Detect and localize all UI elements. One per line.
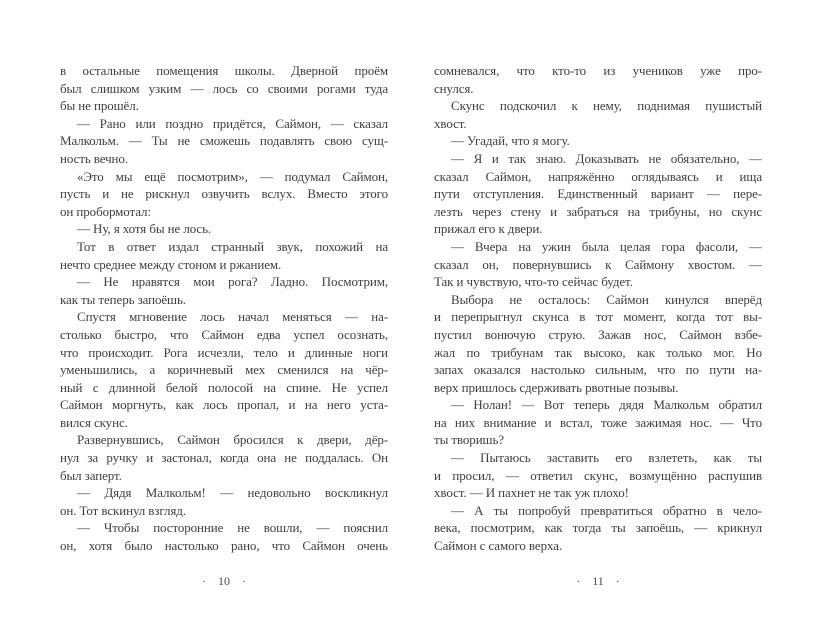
text-line: пути отступления. Единственный вариант — пере- [434, 186, 762, 202]
text-line: и просил, — ответил скунс, возмущённо распушив [434, 467, 762, 483]
text-line: он. Тот вскинул взгляд. [60, 502, 186, 518]
text-line: — Ну, я хотя бы не лось. [77, 221, 212, 237]
text-line: вился скунс. [60, 414, 128, 430]
text-line: Выбора не осталось: Саймон кинулся вперёд [451, 291, 762, 307]
text-line: Спустя мгновение лось начал меняться — на- [77, 309, 388, 325]
text-line: ты творишь? [434, 432, 504, 448]
text-line: Малкольм. — Ты не сможешь подавлять свою сущ- [60, 133, 388, 149]
text-line: сомневался, что кто-то из учеников уже про- [434, 63, 762, 78]
text-line: — Угадай, что я могу. [451, 133, 570, 149]
text-line: Развернувшись, Саймон бросился к двери, дёр- [77, 432, 388, 448]
text-line: Тот в ответ издал странный звук, похожий на [77, 238, 388, 254]
text-line: — Пытаюсь заставить его взлететь, как ты [451, 450, 762, 466]
text-line: — А ты попробуй превратиться обратно в чело- [451, 502, 762, 518]
text-line: пусть и не рискнул озвучить вслух. Вместо этого [60, 186, 388, 202]
right-page [434, 62, 762, 622]
text-line: был слишком узким — лось со своими рогами туда [60, 80, 388, 96]
text-line: лезть через стену и забраться на трибуны, но скунс [434, 203, 762, 219]
text-line: уменьшились, а коричневый мех сменился на чёр- [60, 362, 388, 378]
text-line: — Вчера на ужин была целая гора фасоли, — [451, 238, 762, 254]
text-line: — Дядя Малкольм! — недовольно воскликнул [77, 485, 388, 501]
text-line: прижал его к двери. [434, 221, 543, 237]
text-line: — Чтобы посторонние не вошли, — пояснил [77, 520, 388, 536]
text-line: хвост. [434, 115, 467, 131]
text-line: верх пришлось сдерживать рвотные позывы. [434, 379, 679, 395]
text-line: он пробормотал: [60, 203, 151, 219]
text-line: века, посмотрим, как тогда ты запоёшь, — крикнул [434, 520, 762, 536]
text-line: в остальные помещения школы. Дверной проём [60, 63, 388, 78]
page-text [434, 62, 762, 555]
text-line: был заперт. [60, 467, 122, 483]
text-line: Саймон с самого верха. [434, 538, 563, 554]
text-line: Скунс подскочил к нему, поднимая пушистый [451, 98, 762, 114]
text-line: он, хотя было настолько рано, что Саймон очень [60, 538, 388, 554]
text-line: «Это мы ещё посмотрим», — подумал Саймон, [77, 168, 388, 184]
text-line: как ты теперь запоёшь. [60, 291, 186, 307]
text-line: снулся. [434, 80, 474, 96]
text-line: жал по трибунам так высоко, как только мог. Но [434, 344, 762, 360]
text-line: запах оказался настолько сильным, что по пути на- [434, 362, 762, 378]
text-line: ный с длинной белой полосой на спине. Не успел [60, 379, 388, 395]
text-line: пустил вонючую струю. Зажав нос, Саймон взбе- [434, 326, 762, 342]
text-line: ность вечно. [60, 150, 128, 166]
text-line: и перепрыгнул скунса в тот момент, когда тот вы- [434, 309, 762, 325]
text-line: — Не нравятся мои рога? Ладно. Посмотрим, [77, 274, 388, 290]
page-number: · 10 · [202, 574, 246, 588]
text-line: нечто среднее между стоном и ржанием. [60, 256, 282, 272]
left-page [60, 62, 388, 622]
text-line: столько быстро, что Саймон едва успел осознать, [60, 326, 388, 342]
text-line: сказал Саймон, напряжённо оглядываясь и ища [434, 168, 762, 184]
text-line: что происходит. Рога исчезли, тело и длинные ноги [60, 344, 388, 360]
text-line: — Рано или поздно придётся, Саймон, — сказал [77, 115, 388, 131]
text-line: — Я и так знаю. Доказывать не обязательно, — [451, 150, 762, 166]
page-number: · 11 · [576, 574, 620, 588]
page-text [60, 62, 388, 555]
text-line: бы не прошёл. [60, 98, 139, 114]
text-line: сказал он, повернувшись к Саймону хвостом. — [434, 256, 762, 272]
text-line: нул за ручку и застонал, когда она не поддалась. Он [60, 450, 388, 466]
text-line: на них внимание и встал, тоже зажимая нос. — Что [434, 414, 762, 430]
text-line: Так и чувствую, что-то сейчас будет. [434, 274, 633, 290]
text-line: — Нолан! — Вот теперь дядя Малкольм обратил [451, 397, 762, 413]
text-line: хвост. — И пахнет не так уж плохо! [434, 485, 629, 501]
text-line: Саймон моргнуть, как лось пропал, и на него уста- [60, 397, 388, 413]
